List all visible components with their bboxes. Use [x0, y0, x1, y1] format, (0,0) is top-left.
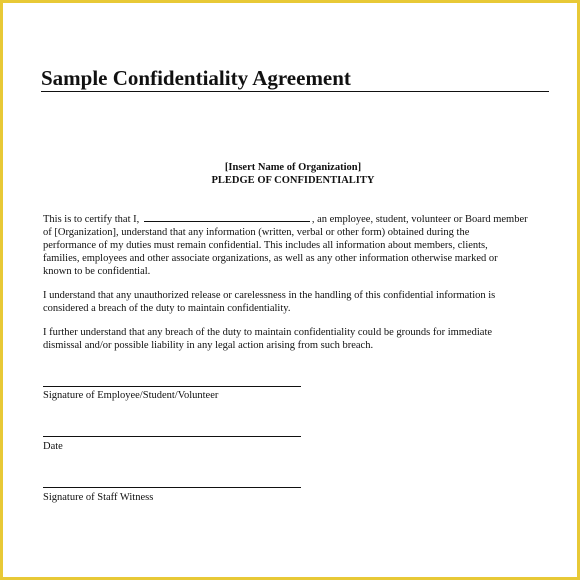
employee-signature-label: Signature of Employee/Student/Volunteer	[43, 390, 219, 401]
paragraph-line: known to be confidential.	[43, 266, 151, 277]
certification-paragraph	[43, 212, 528, 278]
witness-signature-line[interactable]	[43, 487, 301, 488]
date-line[interactable]	[43, 436, 301, 437]
paragraph-line: dismissal and/or possible liability in any legal action arising from such breach.	[43, 340, 374, 351]
certify-text-start: This is to certify that I,	[43, 214, 140, 225]
name-blank-field[interactable]	[144, 212, 310, 222]
organization-placeholder: [Insert Name of Organization]	[224, 162, 362, 173]
paragraph-line	[43, 212, 528, 226]
witness-signature-label: Signature of Staff Witness	[43, 492, 154, 503]
pledge-heading: PLEDGE OF CONFIDENTIALITY	[211, 175, 375, 186]
certify-text-end: , an employee, student, volunteer or Board member	[311, 214, 528, 225]
employee-signature-line[interactable]	[43, 386, 301, 387]
date-label: Date	[43, 441, 63, 452]
paragraph-line: considered a breach of the duty to maintain confidentiality.	[43, 303, 291, 314]
paragraph-line: performance of my duties must remain confidential. This includes all information about members, clients,	[43, 240, 488, 251]
breach-paragraph	[43, 289, 495, 315]
document-title: Sample Confidentiality Agreement	[41, 66, 351, 90]
paragraph-line: families, employees and other associate organizations, as well as any other information otherwise marked or	[43, 253, 498, 264]
paragraph-line: of [Organization], understand that any information (written, verbal or other form) obtained during the	[43, 227, 470, 238]
title-underline	[41, 91, 549, 92]
paragraph-line: I understand that any unauthorized release or carelessness in the handling of this confidential information is	[43, 290, 496, 301]
dismissal-paragraph	[43, 326, 492, 352]
paragraph-line: I further understand that any breach of the duty to maintain confidentiality could be grounds for immediate	[43, 327, 493, 338]
